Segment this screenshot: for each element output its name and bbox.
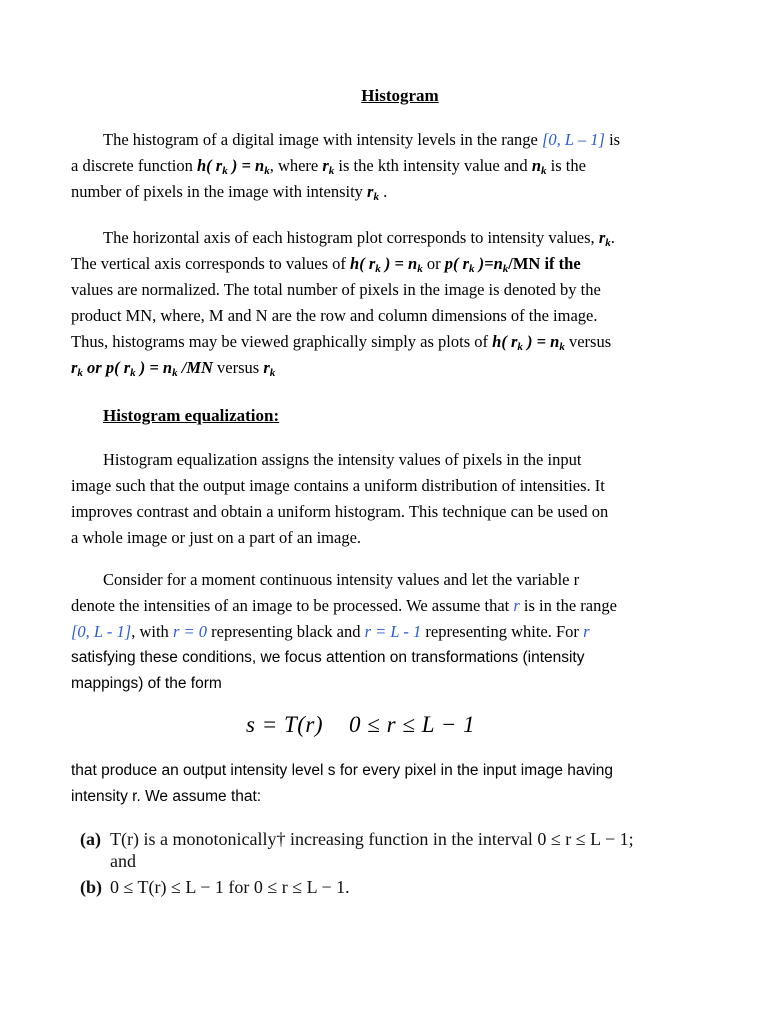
text-line: a whole image or just on a part of an image. [71,528,362,547]
text-line: Histogram equalization assigns the intensity values of pixels in the input [103,450,582,469]
text-span: is the kth intensity value and [334,156,532,175]
text-span: n [255,156,265,175]
subscript: k [502,263,509,275]
text-span: is [604,130,621,149]
condition-label: (a) [80,829,101,849]
text-span: . [378,182,388,201]
text-span: r [367,182,374,201]
math-expression: r = L - 1 [364,622,422,641]
condition-text: 0 ≤ T(r) ≤ L − 1 for 0 ≤ r ≤ L − 1. [110,877,350,897]
conditions-list [80,828,634,898]
text-line: Consider for a moment continuous intensity values and let the variable r [103,570,580,589]
condition-label: (b) [80,877,102,897]
text-span: r [263,358,270,377]
text-line [71,593,711,619]
subscript: k [373,191,379,203]
var-nk [532,156,547,175]
text-span: r [598,228,606,247]
math-expression: r = 0 [172,622,207,641]
section-heading: Histogram equalization: [103,406,280,425]
text-span: ) = [380,254,409,273]
subscript: k [517,341,523,353]
var-rk [367,182,379,201]
text-span: a discrete function [71,156,197,175]
text-span: r [215,156,223,175]
text-line: that produce an output intensity level s for every pixel in the input image having [71,762,613,779]
text-span: h( [197,156,212,175]
text-span: . [610,228,615,247]
var-rk [599,228,611,247]
paragraph-equalization-intro [71,447,711,551]
text-span: h( [350,254,365,273]
text-span: , with [131,622,173,641]
var-r: r [513,596,520,615]
text-span: p( [444,254,459,273]
text-span: r [123,358,131,377]
text-line [71,153,711,179]
text-line: mappings) of the form [71,675,222,692]
text-span: The horizontal axis of each histogram plot corresponds to intensity values, [103,228,599,247]
var-rk [322,156,334,175]
text-span: versus [564,332,612,351]
text-span: r [462,254,470,273]
subscript: k [469,263,475,275]
var-r: r [583,622,590,641]
text-line [71,179,711,205]
text-line: image such that the output image contains a uniform distribution of intensities. It [71,476,605,495]
text-span: r [368,254,376,273]
subscript: k [130,367,136,379]
text-span: r [510,332,518,351]
subscript: k [264,165,270,177]
subscript: k [541,165,547,177]
page-title: Histogram [361,86,439,105]
condition-text: T(r) is a monotonically† increasing function in the interval 0 ≤ r ≤ L − 1; [110,829,634,849]
equation-right: 0 ≤ r ≤ L − 1 [349,712,476,737]
subscript: k [222,165,228,177]
range-expression: [0, L – 1] [541,130,605,149]
text-span: h( [492,332,507,351]
text-span: n [493,254,503,273]
text-span: r [71,358,78,377]
subscript: k [375,263,381,275]
text-line: intensity r. We assume that: [71,788,262,805]
paragraph-output-intensity [71,758,711,810]
subscript: k [417,263,423,275]
text-span: number of pixels in the image with intensity [71,182,368,201]
paragraph-histogram-axes [71,225,711,381]
formula-h-rk [492,332,565,351]
subscript: k [328,165,335,177]
text-span: n [408,254,418,273]
text-line: improves contrast and obtain a uniform histogram. This technique can be used on [71,502,609,521]
transformation-equation [246,712,475,738]
text-line [71,251,711,277]
text-line: values are normalized. The total number of pixels in the image is denoted by the [71,280,601,299]
subscript: k [172,367,178,379]
formula-rk-or-p [71,358,213,377]
text-span: or [82,358,106,377]
text-span: n [531,156,541,175]
condition-continuation: and [110,851,136,871]
var-rk [263,358,275,377]
equation-left: s = T(r) [246,712,324,737]
condition-a [80,828,634,850]
text-span: ) = [135,358,163,377]
text-line [71,127,711,153]
text-span: representing black and [207,622,365,641]
text-line [71,225,711,251]
formula-h-rk [350,254,423,273]
text-line [71,329,711,355]
text-span: is the [546,156,586,175]
text-span: , where [269,156,323,175]
paragraph-histogram-definition [71,127,711,205]
text-span: The vertical axis corresponds to values of [71,254,351,273]
text-span: versus [212,358,264,377]
range-expression: [0, L - 1] [71,622,132,641]
text-span: n [550,332,560,351]
paragraph-continuous-intensity [71,567,711,697]
text-span: ) = [227,156,255,175]
subscript: k [269,367,276,379]
text-span: denote the intensities of an image to be processed. We assume that [71,596,514,615]
text-span: representing white. For [421,622,584,641]
condition-b [80,876,634,898]
text-span: p( [105,358,120,377]
text-span: /MN [177,358,213,377]
text-span: r [322,156,329,175]
subscript: k [77,367,83,379]
formula-p-rk [445,254,509,273]
text-span: is in the range [519,596,617,615]
text-span: or [422,254,445,273]
text-span: )= [474,254,494,273]
text-span: /MN if the [508,254,581,273]
formula-h-rk [197,156,270,175]
text-span: Thus, histograms may be viewed graphically simply as plots of [71,332,493,351]
text-span: The histogram of a digital image with intensity levels in the range [103,130,542,149]
text-line: satisfying these conditions, we focus attention on transformations (intensity [71,649,585,666]
text-span: ) = [522,332,551,351]
text-span: n [162,358,173,377]
text-line [71,619,711,645]
subscript: k [605,237,611,249]
text-line [71,355,711,381]
text-line: product MN, where, M and N are the row and column dimensions of the image. [71,306,598,325]
subscript: k [559,341,565,353]
